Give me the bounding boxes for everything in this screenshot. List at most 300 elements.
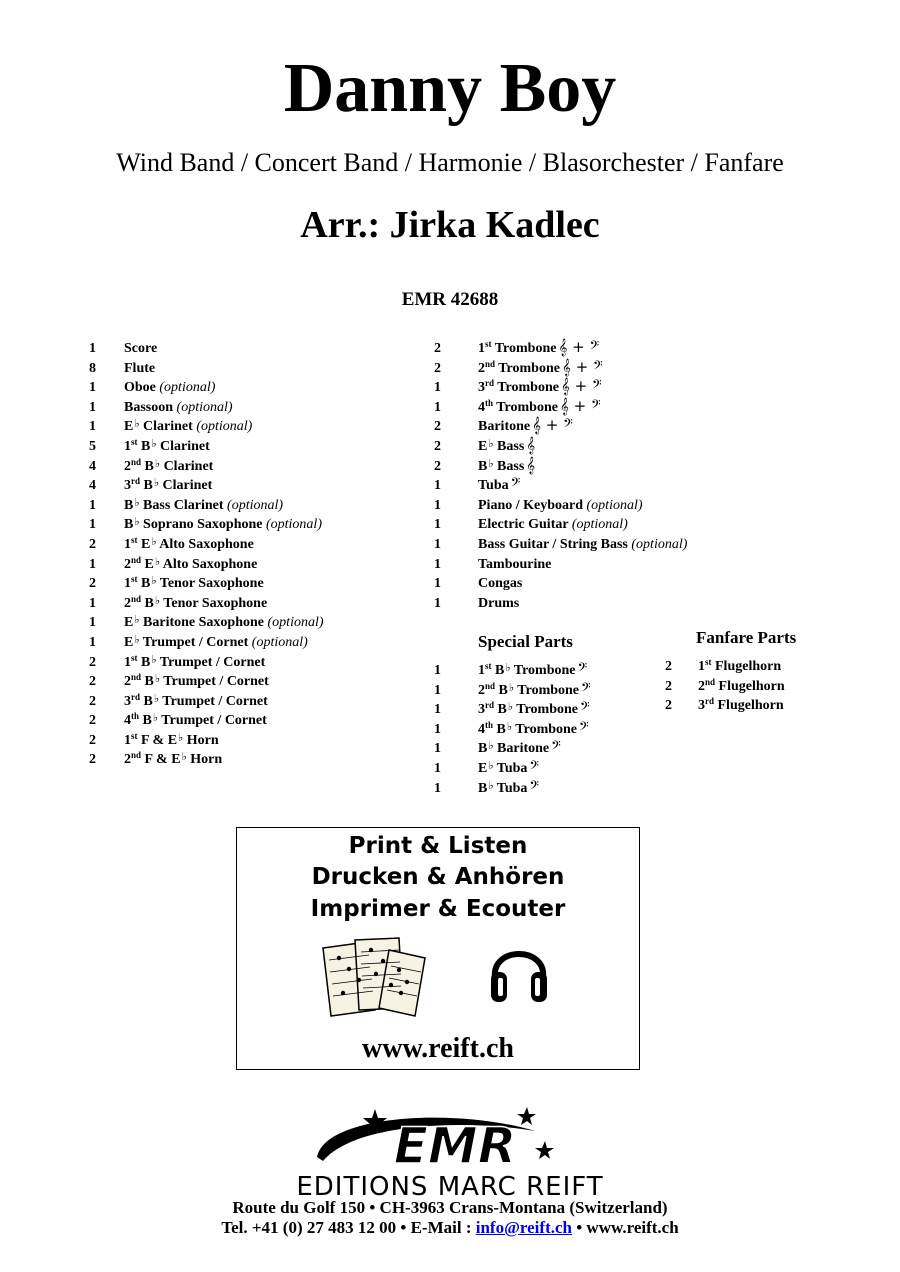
- clef-icon: 𝄢: [581, 679, 591, 698]
- part-name-segment: 1: [124, 732, 131, 748]
- flat-sign: ♭: [488, 779, 494, 792]
- part-row: [89, 555, 429, 575]
- flat-sign: ♭: [488, 457, 494, 470]
- part-name-segment: rd: [485, 700, 494, 711]
- part-quantity: 1: [89, 615, 96, 631]
- part-name-segment: nd: [131, 672, 142, 683]
- special-parts-heading: Special Parts: [478, 632, 573, 651]
- part-name-segment: 2: [124, 595, 131, 611]
- part-row: [89, 359, 429, 379]
- part-name: [478, 496, 643, 516]
- part-name-segment: Baritone Saxophone: [139, 615, 268, 631]
- clef-icon: 𝄞 + 𝄢: [560, 377, 602, 396]
- part-quantity: 1: [434, 663, 441, 678]
- part-name: [478, 700, 590, 720]
- part-name: [478, 574, 522, 594]
- part-name-segment: Trumpet / Cornet: [160, 674, 269, 690]
- flat-sign: ♭: [506, 720, 513, 733]
- promo-line-drucken: Drucken & Anhören: [311, 864, 565, 890]
- flat-sign: ♭: [181, 751, 187, 764]
- part-name-segment: F & E: [137, 732, 178, 748]
- part-name-segment: (optional): [586, 497, 643, 513]
- part-name: [124, 437, 210, 457]
- part-name-segment: F & E: [141, 752, 181, 768]
- part-name-segment: E: [478, 760, 488, 776]
- part-name: [124, 672, 269, 692]
- special-parts-list: [434, 661, 654, 798]
- part-row: [434, 496, 834, 516]
- part-name-segment: Trumpet / Cornet: [159, 693, 268, 709]
- part-name-segment: B: [493, 721, 506, 737]
- clef-icon: 𝄢: [579, 718, 589, 737]
- part-quantity: 1: [434, 741, 441, 757]
- part-row: [89, 417, 429, 437]
- part-row: [89, 613, 429, 633]
- part-name: [478, 417, 573, 437]
- flat-sign: ♭: [508, 681, 515, 694]
- print-listen-box: [236, 827, 640, 1070]
- part-name: [698, 657, 781, 677]
- part-row: [434, 700, 654, 720]
- email-link[interactable]: info@reift.ch: [475, 1218, 572, 1237]
- catalog-number: EMR 42688: [401, 289, 499, 310]
- flat-sign: ♭: [134, 633, 140, 646]
- part-name-segment: th: [485, 719, 494, 730]
- part-row: [434, 720, 654, 740]
- part-name-segment: 1: [124, 438, 131, 454]
- part-name-segment: 2: [124, 556, 131, 572]
- part-name-segment: 2: [124, 674, 131, 690]
- part-name: [478, 779, 539, 799]
- clef-icon: 𝄞 + 𝄢: [561, 357, 603, 376]
- flat-sign: ♭: [134, 418, 140, 431]
- part-quantity: 2: [665, 678, 672, 694]
- part-name-segment: 1: [124, 536, 131, 552]
- part-name-segment: Congas: [478, 576, 523, 592]
- part-name-segment: Trumpet / Cornet: [156, 654, 266, 670]
- part-row: [89, 672, 429, 692]
- part-name: [124, 535, 254, 555]
- part-quantity: 5: [89, 438, 96, 454]
- part-name-segment: st: [131, 534, 138, 545]
- part-quantity: 2: [89, 693, 96, 709]
- part-row: [434, 759, 654, 779]
- part-name-segment: Tuba: [478, 478, 509, 494]
- part-name-segment: Piano / Keyboard: [478, 497, 587, 513]
- part-name-segment: Trombone: [495, 360, 560, 376]
- part-row: [434, 594, 834, 614]
- part-name-segment: E: [124, 634, 134, 650]
- flat-sign: ♭: [505, 662, 511, 674]
- part-name-segment: Tenor Saxophone: [160, 595, 268, 611]
- part-name: [124, 633, 308, 653]
- part-name: [124, 476, 212, 496]
- part-row: [434, 779, 654, 799]
- clef-icon: 𝄞: [526, 455, 536, 474]
- part-row: [665, 657, 865, 677]
- part-row: [434, 457, 834, 477]
- part-quantity: 2: [89, 752, 96, 768]
- part-quantity: 2: [89, 674, 96, 690]
- clef-icon: 𝄞 + 𝄢: [532, 416, 573, 435]
- part-name: [478, 515, 628, 535]
- part-quantity: 1: [89, 634, 96, 650]
- part-row: [434, 515, 834, 535]
- part-name-segment: B: [141, 595, 154, 611]
- clef-icon: 𝄢: [529, 777, 540, 796]
- part-name-segment: th: [485, 397, 494, 408]
- part-quantity: 1: [89, 517, 96, 533]
- part-quantity: 4: [89, 458, 96, 474]
- part-name: [124, 378, 215, 398]
- part-name: [478, 437, 535, 457]
- part-name-segment: st: [705, 657, 712, 667]
- part-name-segment: B: [495, 682, 508, 698]
- part-name-segment: 1: [124, 576, 131, 592]
- flat-sign: ♭: [178, 731, 184, 744]
- flat-sign: ♭: [134, 496, 140, 509]
- part-name: [478, 720, 589, 740]
- part-name-segment: B: [478, 780, 488, 796]
- part-name-segment: Soprano Saxophone: [139, 517, 266, 533]
- part-name-segment: Trombone: [512, 721, 578, 737]
- flat-sign: ♭: [154, 673, 161, 686]
- part-quantity: 1: [434, 780, 441, 796]
- part-row: [89, 750, 429, 770]
- part-name-segment: B: [491, 663, 505, 678]
- part-name-segment: nd: [705, 676, 716, 687]
- part-quantity: 1: [89, 419, 96, 435]
- part-quantity: 1: [89, 595, 96, 611]
- part-name-segment: B: [139, 713, 152, 729]
- part-name-segment: Trumpet / Cornet: [139, 634, 252, 650]
- clef-icon: 𝄞: [526, 435, 536, 454]
- part-row: [434, 535, 834, 555]
- part-name-segment: E: [124, 615, 134, 631]
- part-name: [478, 535, 687, 555]
- part-quantity: 1: [89, 380, 96, 396]
- part-name-segment: Trombone: [491, 341, 557, 356]
- part-name-segment: 3: [124, 478, 131, 494]
- part-name-segment: nd: [485, 358, 496, 369]
- part-name-segment: E: [124, 419, 134, 435]
- part-quantity: 1: [89, 341, 96, 356]
- part-name-segment: Trombone: [493, 399, 558, 415]
- part-name-segment: B: [140, 693, 153, 709]
- page-title: Danny Boy: [283, 50, 617, 127]
- part-name-segment: Clarinet: [139, 419, 197, 435]
- part-row: [434, 417, 834, 437]
- part-name: [124, 613, 324, 633]
- part-row: [89, 457, 429, 477]
- headphones-icon: [487, 936, 551, 1006]
- part-name-segment: Trombone: [513, 702, 579, 718]
- part-name-segment: Clarinet: [159, 478, 213, 494]
- part-name: [478, 739, 561, 759]
- part-name-segment: 4: [124, 713, 131, 729]
- part-quantity: 1: [434, 576, 441, 592]
- part-quantity: 2: [434, 341, 441, 356]
- part-name-segment: (optional): [631, 536, 688, 552]
- clef-icon: 𝄢: [580, 699, 590, 718]
- part-name: [124, 496, 283, 516]
- part-quantity: 2: [434, 360, 441, 376]
- part-name: [124, 711, 267, 731]
- part-name: [124, 731, 219, 751]
- part-name: [478, 378, 602, 398]
- part-name-segment: 1: [698, 659, 705, 674]
- part-quantity: 1: [434, 380, 441, 396]
- part-quantity: 1: [434, 478, 441, 494]
- publisher-address: Route du Golf 150 • CH-3963 Crans-Montana (Switzerland): [232, 1198, 668, 1217]
- part-row: [89, 574, 429, 594]
- clef-icon: 𝄢: [577, 660, 588, 678]
- flat-sign: ♭: [154, 594, 161, 607]
- contact-phone: Tel. +41 (0) 27 483 12 00 • E-Mail :: [221, 1218, 476, 1237]
- part-name: [478, 681, 591, 701]
- clef-icon: 𝄢: [551, 738, 561, 757]
- clef-icon: 𝄞 + 𝄢: [559, 396, 601, 415]
- part-name: [478, 555, 551, 575]
- part-name-segment: E: [137, 536, 151, 552]
- part-quantity: 8: [89, 360, 96, 376]
- part-name-segment: 4: [478, 721, 485, 737]
- promo-line-imprimer: Imprimer & Ecouter: [310, 896, 566, 922]
- part-name-segment: rd: [131, 691, 140, 702]
- sheet-music-icon: [321, 936, 431, 1018]
- part-name-segment: nd: [131, 750, 142, 761]
- part-name-segment: Tambourine: [478, 556, 552, 572]
- part-name-segment: B: [141, 458, 154, 474]
- part-name: [698, 677, 785, 697]
- part-name-segment: 2: [698, 678, 705, 694]
- part-name-segment: Tenor Saxophone: [156, 576, 264, 592]
- part-name-segment: Electric Guitar: [478, 517, 572, 533]
- part-name: [124, 417, 252, 437]
- part-name-segment: Trumpet / Cornet: [158, 713, 267, 729]
- part-row: [89, 339, 429, 359]
- part-quantity: 1: [434, 760, 441, 776]
- part-name-segment: Horn: [183, 732, 219, 748]
- part-quantity: 2: [89, 654, 96, 670]
- part-row: [434, 339, 834, 359]
- part-row: [434, 574, 834, 594]
- part-name: [478, 339, 599, 359]
- part-name: [124, 555, 257, 575]
- part-row: [665, 696, 865, 716]
- flat-sign: ♭: [134, 516, 140, 529]
- part-name-segment: E: [478, 438, 488, 454]
- flat-sign: ♭: [151, 437, 157, 450]
- part-name: [124, 398, 233, 418]
- part-quantity: 2: [665, 698, 672, 714]
- part-name-segment: 2: [478, 360, 485, 376]
- part-name-segment: Trombone: [494, 380, 559, 396]
- part-name-segment: st: [131, 730, 138, 741]
- part-name-segment: Bass Clarinet: [139, 497, 228, 513]
- clef-icon: 𝄞 + 𝄢: [558, 338, 600, 356]
- part-quantity: 1: [434, 595, 441, 611]
- part-name-segment: B: [478, 741, 488, 757]
- flat-sign: ♭: [488, 759, 494, 772]
- part-name-segment: Baritone: [478, 419, 531, 435]
- part-row: [665, 677, 865, 697]
- part-name: [478, 457, 535, 477]
- fanfare-parts-heading: Fanfare Parts: [696, 628, 797, 647]
- part-quantity: 2: [434, 438, 441, 454]
- part-name-segment: (optional): [176, 399, 233, 415]
- part-name-segment: 3: [124, 693, 131, 709]
- part-name-segment: Flute: [124, 360, 156, 376]
- part-quantity: 1: [89, 399, 96, 415]
- part-row: [434, 476, 834, 496]
- part-name: [478, 594, 519, 614]
- part-name-segment: Tuba: [493, 760, 528, 776]
- flat-sign: ♭: [507, 701, 514, 714]
- part-name-segment: (optional): [227, 497, 284, 513]
- clef-icon: 𝄢: [529, 757, 540, 776]
- part-row: [434, 437, 834, 457]
- part-name: [478, 476, 520, 496]
- part-name-segment: st: [131, 574, 138, 585]
- part-row: [434, 378, 834, 398]
- part-name-segment: Baritone: [493, 741, 550, 757]
- part-name-segment: (optional): [267, 615, 324, 631]
- part-name-segment: Bassoon: [124, 399, 177, 415]
- clef-icon: 𝄢: [510, 475, 521, 494]
- part-name-segment: st: [485, 339, 492, 349]
- part-name: [124, 594, 267, 614]
- part-name-segment: Score: [124, 341, 158, 356]
- part-row: [89, 398, 429, 418]
- part-name-segment: Trombone: [514, 682, 580, 698]
- part-name-segment: Flugelhorn: [715, 678, 785, 694]
- part-name-segment: (optional): [265, 517, 322, 533]
- part-quantity: 2: [89, 536, 96, 552]
- flat-sign: ♭: [154, 457, 161, 470]
- part-name: [124, 457, 213, 477]
- part-name: [124, 515, 322, 535]
- part-name-segment: 2: [478, 682, 485, 698]
- part-row: [89, 535, 429, 555]
- part-quantity: 1: [89, 556, 96, 572]
- flat-sign: ♭: [134, 614, 140, 627]
- flat-sign: ♭: [151, 535, 157, 548]
- part-quantity: 2: [665, 659, 672, 674]
- part-row: [434, 555, 834, 575]
- part-row: [434, 359, 834, 379]
- part-name-segment: (optional): [571, 517, 628, 533]
- part-quantity: 1: [434, 536, 441, 552]
- emr-logo: [305, 1105, 565, 1177]
- part-name-segment: 3: [478, 380, 485, 396]
- part-name-segment: Horn: [186, 752, 223, 768]
- part-name-segment: st: [485, 661, 492, 671]
- flat-sign: ♭: [153, 692, 160, 705]
- part-quantity: 2: [89, 576, 96, 592]
- part-name-segment: Oboe: [124, 380, 160, 396]
- part-quantity: 1: [434, 556, 441, 572]
- part-quantity: 4: [89, 478, 96, 494]
- fanfare-parts-list: [665, 657, 865, 716]
- part-row: [89, 731, 429, 751]
- part-name-segment: 1: [124, 654, 131, 670]
- part-row: [89, 437, 429, 457]
- part-quantity: 2: [89, 713, 96, 729]
- part-row: [89, 711, 429, 731]
- part-quantity: 2: [89, 732, 96, 748]
- part-name-segment: Bass: [493, 438, 525, 454]
- part-name-segment: B: [137, 438, 151, 454]
- part-name-segment: Flugelhorn: [711, 659, 782, 674]
- part-quantity: 1: [434, 497, 441, 513]
- part-name-segment: 2: [124, 458, 131, 474]
- part-name: [478, 759, 539, 779]
- part-name-segment: 3: [698, 698, 705, 714]
- part-name: [124, 574, 264, 594]
- part-name-segment: Alto Saxophone: [156, 536, 254, 552]
- flat-sign: ♭: [153, 477, 160, 490]
- part-name-segment: (optional): [196, 419, 253, 435]
- part-name-segment: 1: [478, 663, 485, 678]
- part-name: [124, 359, 155, 379]
- part-name-segment: B: [478, 458, 488, 474]
- part-name-segment: 3: [478, 702, 485, 718]
- part-name-segment: Drums: [478, 595, 520, 611]
- part-row: [434, 739, 654, 759]
- part-name-segment: B: [124, 497, 134, 513]
- promo-url: www.reift.ch: [362, 1033, 514, 1064]
- part-name-segment: Clarinet: [160, 458, 214, 474]
- part-name-segment: B: [140, 478, 153, 494]
- part-name-segment: rd: [131, 476, 140, 487]
- part-row: [89, 476, 429, 496]
- part-row: [89, 515, 429, 535]
- part-name-segment: nd: [131, 456, 142, 467]
- promo-line-print-listen: Print & Listen: [348, 833, 528, 859]
- part-quantity: 1: [434, 399, 441, 415]
- part-name-segment: 4: [478, 399, 485, 415]
- part-name-segment: Trombone: [510, 663, 576, 678]
- part-name-segment: B: [141, 674, 154, 690]
- part-name-segment: nd: [131, 593, 142, 604]
- part-name-segment: st: [131, 652, 138, 663]
- flat-sign: ♭: [488, 437, 494, 450]
- part-name-segment: 2: [124, 752, 131, 768]
- part-quantity: 1: [434, 721, 441, 737]
- flat-sign: ♭: [152, 712, 159, 725]
- part-row: [89, 692, 429, 712]
- emr-logo-mark: EMR: [393, 1117, 517, 1175]
- part-name: [478, 398, 601, 418]
- part-row: [89, 496, 429, 516]
- flat-sign: ♭: [151, 653, 157, 666]
- flat-sign: ♭: [154, 555, 161, 568]
- part-name: [478, 661, 587, 681]
- part-quantity: 1: [434, 702, 441, 718]
- part-name-segment: B: [137, 576, 151, 592]
- part-name-segment: (optional): [251, 634, 308, 650]
- part-quantity: 2: [434, 458, 441, 474]
- part-row: [434, 661, 654, 681]
- part-row: [89, 653, 429, 673]
- flat-sign: ♭: [488, 740, 494, 753]
- part-name-segment: (optional): [159, 380, 216, 396]
- part-name: [124, 750, 222, 770]
- part-quantity: 1: [89, 497, 96, 513]
- part-row: [89, 633, 429, 653]
- part-name-segment: Tuba: [493, 780, 528, 796]
